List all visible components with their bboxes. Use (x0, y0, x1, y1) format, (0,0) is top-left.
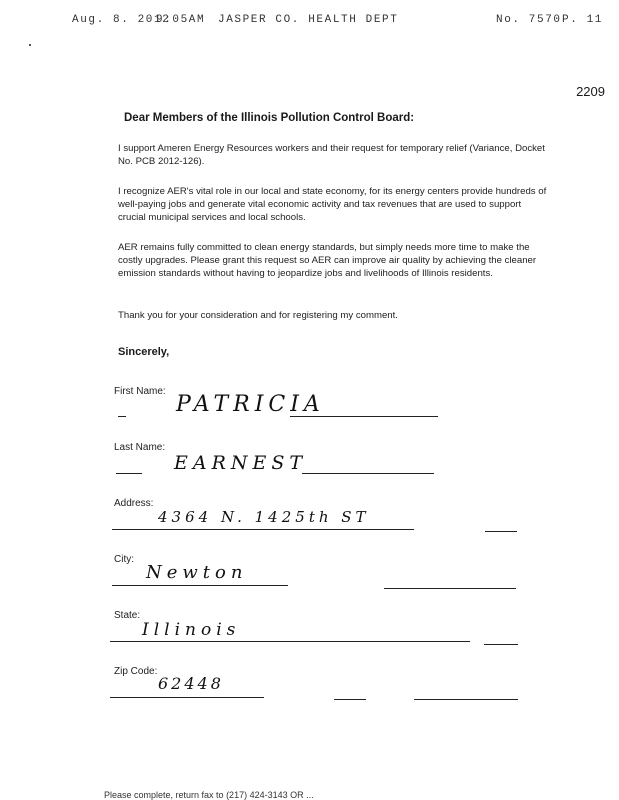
scan-speck (29, 44, 31, 46)
letter-salutation: Dear Members of the Illinois Pollution Control Board: (124, 112, 415, 124)
city-line-a (112, 585, 288, 586)
footer-instructions: Please complete, return fax to (217) 424-3143 OR ... (104, 790, 314, 800)
page-number: 2209 (576, 84, 605, 99)
state-line-a (110, 641, 470, 642)
first-name-line-b (290, 416, 438, 417)
state-label: State: (114, 610, 141, 621)
address-line-a (112, 529, 414, 530)
city-handwritten: Newton (146, 562, 248, 583)
letter-closing: Sincerely, (118, 346, 170, 358)
fax-date: Aug. 8. 2012 (72, 14, 171, 26)
city-line-b (384, 588, 516, 589)
letter-paragraph-2: I recognize AER's vital role in our local and state economy, for its energy centers provide hundreds of well-paying jobs and generate vital economic activity and tax revenues that are used to support crucial municipal services and local schools. (118, 186, 547, 223)
first-name-handwritten: PATRICIA (176, 392, 325, 417)
letter-paragraph-4: Thank you for your consideration and for registering my comment. (118, 310, 398, 321)
address-line-b (485, 531, 517, 532)
last-name-line-a (116, 473, 142, 474)
first-name-label: First Name: (114, 386, 166, 397)
zip-label: Zip Code: (114, 666, 158, 677)
letter-paragraph-1: I support Ameren Energy Resources workers and their request for temporary relief (Variance, Docket No. PCB 2012-126). (118, 143, 545, 167)
address-handwritten: 4364 N. 1425th ST (158, 508, 370, 526)
city-label: City: (114, 554, 134, 565)
zip-line-c (414, 699, 518, 700)
first-name-line-a (118, 416, 126, 417)
last-name-line-b (302, 473, 434, 474)
zip-handwritten: 62448 (158, 674, 224, 693)
zip-line-a (110, 697, 264, 698)
last-name-handwritten: EARNEST (174, 452, 308, 474)
last-name-label: Last Name: (114, 442, 166, 453)
letter-paragraph-3: AER remains fully committed to clean energy standards, but simply needs more time to make the costly upgrades. Please grant this request so AER can improve air quality by achieving the cleaner emission standards without having to jeopardize jobs and livelihoods of Illinois residents. (118, 242, 537, 279)
address-label: Address: (114, 498, 154, 509)
fax-time: 9:05AM (156, 14, 206, 26)
fax-number: No. 7570 (496, 14, 562, 26)
fax-page: P. 11 (562, 14, 604, 26)
state-handwritten: Illinois (142, 620, 241, 640)
fax-sender: JASPER CO. HEALTH DEPT (218, 14, 399, 26)
zip-line-b (334, 699, 366, 700)
state-line-b (484, 644, 518, 645)
